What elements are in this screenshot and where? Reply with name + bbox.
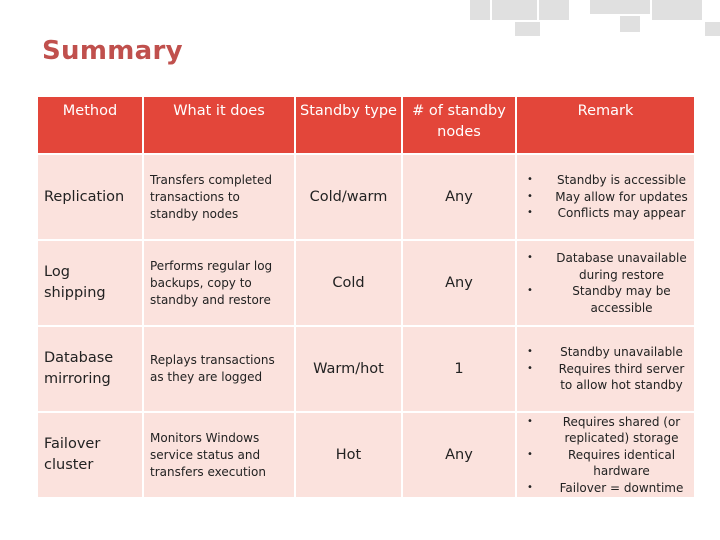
standby-nodes-cell: Any <box>403 241 515 325</box>
header-remark: Remark <box>517 97 694 153</box>
table-row <box>38 327 694 411</box>
what-cell: Replays transactions as they are logged <box>144 327 294 411</box>
remark-item: • May allow for updates <box>527 189 690 206</box>
table-row <box>38 155 694 239</box>
remark-cell <box>517 327 694 411</box>
method-cell: Log shipping <box>38 241 142 325</box>
header-standby-nodes: # of standby nodes <box>403 97 515 153</box>
table-row <box>38 413 694 497</box>
what-cell: Transfers completed transactions to standby nodes <box>144 155 294 239</box>
remark-item: • Conflicts may appear <box>527 205 690 222</box>
standby-type-cell: Cold/warm <box>296 155 401 239</box>
header-standby-type: Standby type <box>296 97 401 153</box>
table-row <box>38 241 694 325</box>
remark-item: • Requires shared (or replicated) storage <box>527 414 690 447</box>
remark-item: • Requires identical hardware <box>527 447 690 480</box>
remark-cell <box>517 241 694 325</box>
what-cell: Performs regular log backups, copy to standby and restore <box>144 241 294 325</box>
standby-type-cell: Hot <box>296 413 401 497</box>
method-cell: Failover cluster <box>38 413 142 497</box>
summary-table <box>36 95 696 499</box>
remark-item: • Standby is accessible <box>527 172 690 189</box>
remark-item: • Standby unavailable <box>527 344 690 361</box>
standby-type-cell: Warm/hot <box>296 327 401 411</box>
header-row <box>38 97 694 153</box>
standby-nodes-cell: 1 <box>403 327 515 411</box>
remark-cell <box>517 155 694 239</box>
method-cell: Replication <box>38 155 142 239</box>
standby-nodes-cell: Any <box>403 155 515 239</box>
remark-item: • Database unavailable during restore <box>527 250 690 283</box>
header-what-it-does: What it does <box>144 97 294 153</box>
method-cell: Database mirroring <box>38 327 142 411</box>
what-cell: Monitors Windows service status and transfers execution <box>144 413 294 497</box>
standby-type-cell: Cold <box>296 241 401 325</box>
page-title: Summary <box>42 36 183 66</box>
remark-item: • Requires third server to allow hot standby <box>527 361 690 394</box>
header-method: Method <box>38 97 142 153</box>
decorative-corner-blocks <box>470 0 720 40</box>
remark-item: • Failover = downtime <box>527 480 690 497</box>
standby-nodes-cell: Any <box>403 413 515 497</box>
remark-item: • Standby may be accessible <box>527 283 690 316</box>
remark-cell <box>517 413 694 497</box>
